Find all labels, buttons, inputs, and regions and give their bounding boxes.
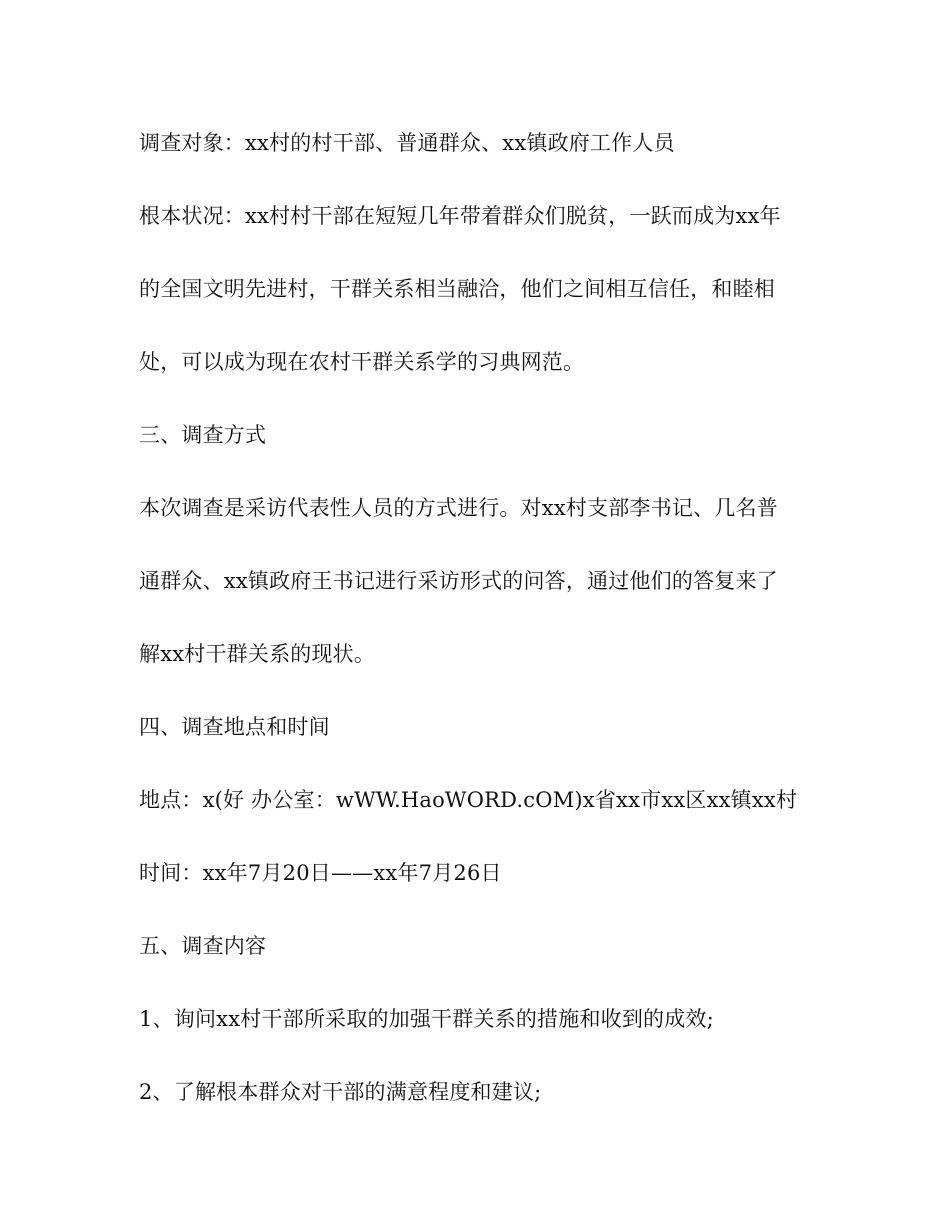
content-item-1: 1、询问xx村干部所采取的加强干群关系的措施和收到的成效;: [139, 1007, 714, 1031]
survey-method-line-3: 解xx村干群关系的现状。: [139, 642, 376, 666]
time-line: 时间：xx年7月20日——xx年7月26日: [139, 861, 502, 885]
basic-situation-line-1: 根本状况：xx村村干部在短短几年带着群众们脱贫，一跃而成为xx年: [139, 204, 781, 228]
content-item-2: 2、了解根本群众对干部的满意程度和建议;: [139, 1080, 542, 1104]
basic-situation-line-3: 处，可以成为现在农村干群关系学的习典网范。: [139, 350, 585, 374]
section-heading-survey-content: 五、调查内容: [139, 934, 267, 958]
survey-method-line-2: 通群众、xx镇政府王书记进行采访形式的问答，通过他们的答复来了: [139, 569, 778, 593]
section-heading-location-time: 四、调查地点和时间: [139, 715, 330, 739]
location-line: 地点：x(好 办公室：wWW.HaoWORD.cOM)x省xx市xx区xx镇xx村: [139, 788, 798, 812]
section-heading-survey-method: 三、调查方式: [139, 423, 267, 447]
basic-situation-line-2: 的全国文明先进村，干群关系相当融洽，他们之间相互信任，和睦相: [139, 277, 775, 301]
survey-method-line-1: 本次调查是采访代表性人员的方式进行。对xx村支部李书记、几名普: [139, 496, 778, 520]
survey-subjects-line: 调查对象：xx村的村干部、普通群众、xx镇政府工作人员: [139, 131, 675, 155]
